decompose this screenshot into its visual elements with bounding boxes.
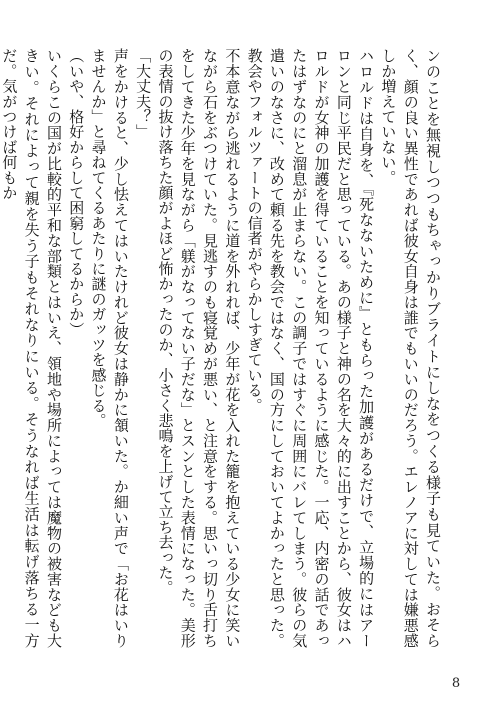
page-number: 8 bbox=[451, 676, 461, 691]
paragraph: ンのことを無視しつつもちゃっかりブライトにしなをつくる様子も見ていた。おそらく、顔の良い異性であれば彼女自身は誰でもいいのだろう。エレノアに対しては嫌悪感しか増えていない。 bbox=[379, 48, 442, 648]
paragraph: 声をかけると、少し怯えてはいたけれど彼女は静かに頷いた。か細い声で「お花はいりませんか」と尋ねてくるあたりに謎のガッツを感じる。 bbox=[89, 48, 130, 648]
paragraph: 不本意ながら逃れるように道を外れれば、少年が花を入れた籠を抱えている少女に笑いながら石をぶつけていた。見逃すのも寝覚めが悪い、と注意をする。思いっ切り舌打ちをしてきた少年を見ながら「躾がなってない子だな」とスンとした表情になった。美形の表情の抜け落ちた顔がよほど怖かったのか、小さく悲鳴を上げて立ち去った。 bbox=[156, 48, 242, 648]
vertical-text-block bbox=[0, 48, 444, 648]
paragraph: 「大丈夫？」 bbox=[134, 48, 153, 140]
paragraph: （いや、格好からして困窮してるからか） bbox=[67, 48, 86, 337]
paragraph: いくらこの国が比較的平和な部類とはいえ、領地や場所によっては魔物の被害なども大きい。それによって親を失う子もそれなりにいる。そうなれば生活は転げ落ちる一方だ。気がつけば何もか bbox=[0, 48, 63, 648]
paragraph: ハロルドは自身を、『死なないために』ともらった加護があるだけで、立場的にはアーロンと同じ平民だと思っている。あの様子と神の名を大々的に出すことから、彼女はハロルドが女神の加護を得ていることを知っているように感じた。一応、内密の話であったはずなのにと溜息が止まらない。この調子ではすぐに周囲にバレてしまう。彼らの気遣いのなさに、改めて頼る先を教会ではなく、国の方にしておいてよかったと思った。教会やフォルツァートの信者がやらかしすぎている。 bbox=[245, 48, 376, 648]
